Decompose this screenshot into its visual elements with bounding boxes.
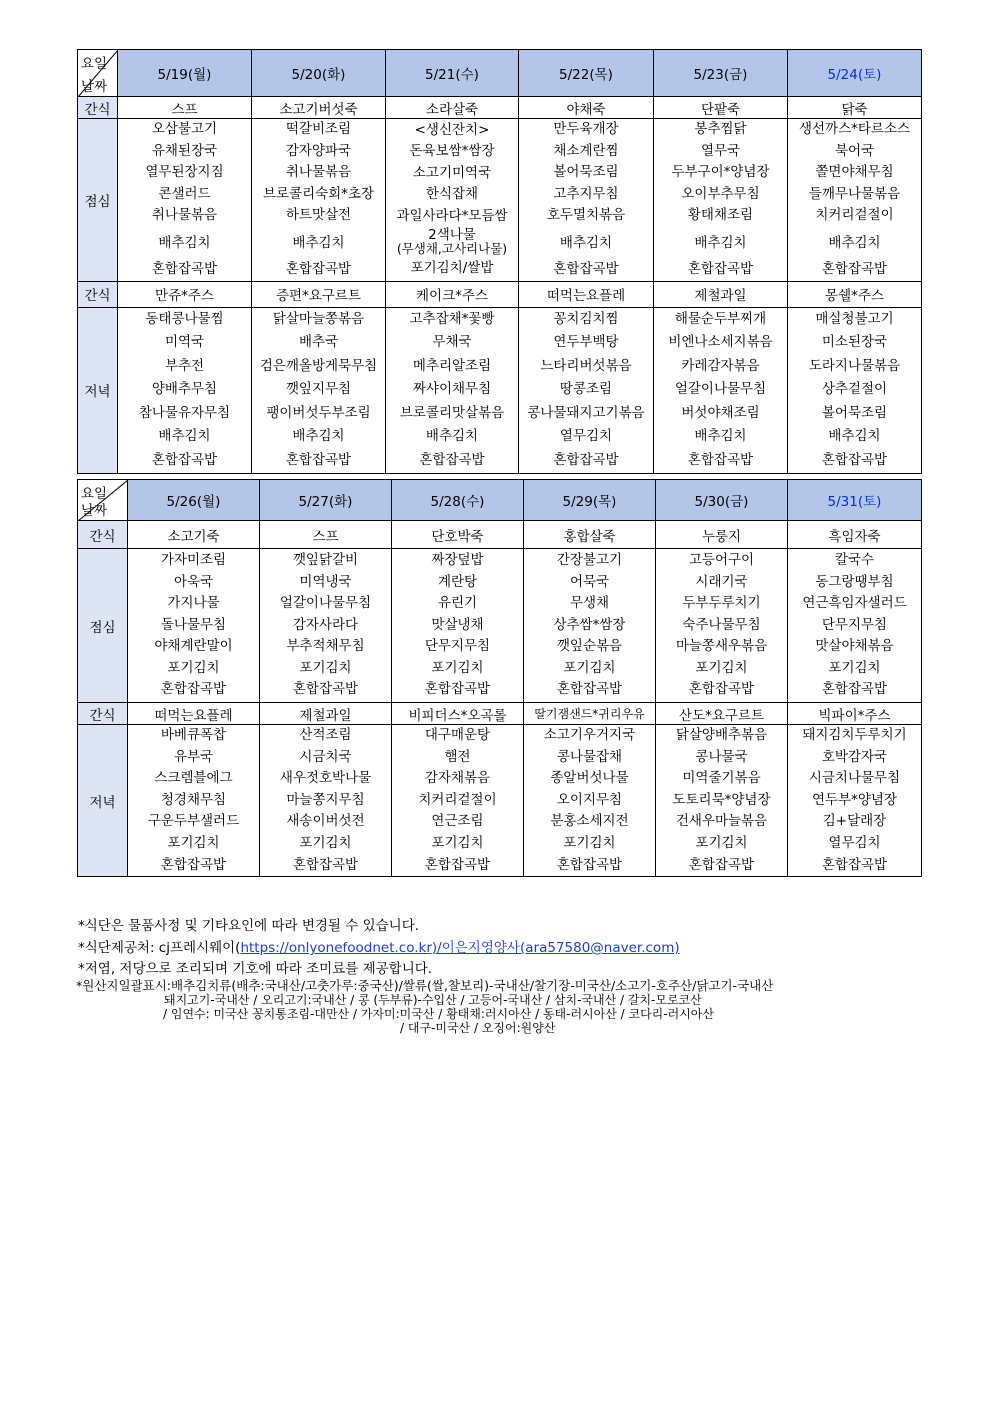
menu-item: 시금치국: [299, 748, 352, 765]
menu-item: 고추잡채*꽃빵: [409, 310, 495, 327]
pm-snack-cell: 떠먹는요플레: [519, 281, 654, 307]
menu-item: 배추김치: [158, 234, 211, 251]
menu-item: 고등어구이: [688, 551, 755, 568]
menu-item: 햄전: [444, 748, 471, 765]
menu-item: 참나물유자무침: [138, 404, 231, 421]
menu-item: 짜장덮밥: [431, 551, 484, 568]
menu-item: 콘샐러드: [158, 185, 211, 202]
meal-label-am-snack: 간식: [78, 521, 128, 549]
date-header: 5/26(월): [128, 480, 260, 521]
menu-item: 해물순두부찌개: [674, 310, 767, 327]
date-header: 5/21(수): [386, 50, 519, 97]
menu-item: 스크렘블에그: [154, 770, 233, 787]
am-snack-cell: 홍합살죽: [524, 521, 656, 549]
origin-line: / 임연수: 미국산 꽁치통조림-대만산 / 가자미:미국산 / 황태채:러시아산 / 동태-러시아산 / 코다리-러시아산: [163, 1007, 714, 1021]
menu-item: 생선까스*타르소스: [798, 121, 911, 137]
meal-label-lunch: 점심: [78, 119, 118, 282]
menu-item: 땅콩조림: [559, 381, 613, 398]
menu-item: 단무지무침: [821, 616, 888, 633]
dinner-cell: [519, 307, 654, 473]
menu-table-week2: [77, 479, 922, 877]
menu-item: 포기김치: [299, 834, 352, 851]
menu-item: 들깨무나물볶음: [808, 185, 901, 202]
menu-item: 포기김치: [299, 659, 352, 676]
pm-snack-cell: 비피더스*오곡롤: [392, 703, 524, 725]
menu-item: 혼합잡곡밥: [821, 451, 888, 468]
dinner-cell: [260, 725, 392, 877]
lunch-cell: [788, 549, 922, 703]
menu-item: 배추김치: [292, 234, 345, 251]
menu-item: 소고기우거지국: [543, 727, 636, 743]
menu-item: 봉추찜닭: [694, 121, 747, 137]
menu-item: 얼갈이나물무침: [674, 381, 767, 398]
menu-item: 쫄면야채무침: [815, 164, 894, 181]
date-header: 5/19(월): [118, 50, 252, 97]
menu-item: 대구매운탕: [424, 727, 491, 743]
menu-table-week1: [77, 49, 922, 474]
menu-item: 유린기: [437, 595, 478, 612]
menu-item: 포기김치: [563, 834, 616, 851]
menu-item: 얼갈이나물무침: [279, 595, 372, 612]
pm-snack-cell: 증편*요구르트: [252, 281, 386, 307]
date-header: 5/29(목): [524, 480, 656, 521]
origin-line: *원산지일괄표시:배추김치류(배추:국내산/고춧가루:중국산)/쌀류(쌀,찰보리)-국내산/찰기장-미국산/소고기-호주산/닭고기-국내산: [76, 978, 774, 993]
corner-date-label: 날짜: [81, 79, 108, 95]
menu-item: 혼합잡곡밥: [553, 260, 619, 277]
menu-item: 혼합잡곡밥: [688, 856, 755, 873]
menu-item: 콩나물잡채: [556, 748, 623, 765]
note-menu-change: *식단은 물품사정 및 기타요인에 따라 변경될 수 있습니다.: [78, 918, 420, 934]
menu-item: 버섯야채조림: [681, 404, 760, 421]
dinner-cell: [524, 725, 656, 877]
am-snack-cell: 흑임자죽: [788, 521, 922, 549]
am-snack-cell: 단팥죽: [654, 97, 788, 119]
menu-item: 상추쌈*쌈장: [553, 616, 626, 633]
menu-item: 아욱국: [173, 573, 214, 590]
menu-item: 취나물볶음: [285, 164, 352, 181]
am-snack-cell: 닭죽: [788, 97, 922, 119]
menu-item: 배추김치: [292, 428, 345, 445]
menu-item: 혼합잡곡밥: [285, 260, 352, 277]
menu-item: 포기김치/쌀밥: [410, 260, 494, 277]
menu-item: 혼합잡곡밥: [556, 681, 623, 698]
menu-item: 포기김치: [167, 834, 220, 851]
menu-item: 미역냉국: [299, 573, 352, 590]
am-snack-cell: 야채죽: [519, 97, 654, 119]
dinner-cell: [386, 307, 519, 473]
am-snack-cell: 누룽지: [656, 521, 788, 549]
menu-item: 연두부백탕: [553, 334, 619, 351]
lunch-cell: [392, 549, 524, 703]
menu-item: 배추김치: [425, 428, 479, 445]
menu-item: 깻잎지무침: [285, 381, 352, 398]
menu-item: 느타리버섯볶음: [540, 357, 632, 374]
menu-item: 동태콩나물찜: [145, 310, 224, 327]
menu-item: 도라지나물볶음: [808, 357, 901, 374]
menu-item: 꽁치김치찜: [553, 310, 619, 327]
menu-item: 맛살야채볶음: [815, 638, 894, 655]
pm-snack-cell: 딸기잼샌드*귀리우유: [524, 703, 656, 725]
menu-item: 열무김치: [828, 834, 881, 851]
meal-label-dinner: 저녁: [78, 307, 118, 473]
am-snack-cell: 단호박죽: [392, 521, 524, 549]
menu-item: 오삼불고기: [151, 121, 218, 137]
lunch-cell: [252, 119, 386, 282]
corner-header: [78, 480, 128, 521]
menu-item: 분홍소세지전: [550, 813, 629, 830]
menu-item: 양배추무침: [151, 381, 218, 398]
menu-item: 건새우마늘볶음: [675, 813, 768, 830]
menu-item: 포기김치: [431, 834, 484, 851]
menu-item: 연두부*양념장: [812, 791, 897, 808]
origin-line: 돼지고기-국내산 / 오리고기:국내산 / 콩 (두부류)-수입산 / 고등어-국내산 / 삼치-국내산 / 갈치-모로코산: [164, 993, 702, 1007]
menu-item: 치커리겉절이: [815, 207, 894, 224]
menu-item: 혼합잡곡밥: [292, 681, 359, 698]
menu-item: 오이부추무침: [681, 185, 760, 202]
menu-item: 계란탕: [437, 573, 478, 590]
dinner-cell: [656, 725, 788, 877]
menu-item: 떡갈비조림: [285, 121, 352, 137]
menu-item: 깻잎순볶음: [556, 638, 623, 655]
menu-item: 포기김치: [695, 834, 748, 851]
menu-item: 부추전: [164, 357, 205, 374]
menu-item: 열무김치: [559, 428, 613, 445]
menu-item: 상추겉절이: [821, 381, 888, 398]
menu-item: 혼합잡곡밥: [160, 856, 227, 873]
menu-item: 팽이버섯두부조림: [266, 404, 371, 421]
menu-item-sub: (무생채,고사리나물): [396, 241, 508, 257]
menu-item: 산적조림: [299, 727, 352, 743]
menu-item: 혼합잡곡밥: [553, 451, 619, 468]
pm-snack-cell: 만쥬*주스: [118, 281, 252, 307]
note-provider: [78, 936, 680, 956]
menu-item: 어묵국: [569, 573, 610, 590]
menu-item: 포기김치: [695, 659, 748, 676]
menu-item: 과일사라다*모듬쌈: [396, 207, 508, 224]
date-header-saturday: 5/31(토): [788, 480, 922, 521]
menu-item: <생신잔치>: [414, 121, 490, 138]
pm-snack-cell: 산도*요구르트: [656, 703, 788, 725]
menu-item: 혼합잡곡밥: [688, 681, 755, 698]
pm-snack-cell: 몽쉘*주스: [788, 281, 922, 307]
menu-item: 혼합잡곡밥: [424, 856, 491, 873]
menu-item: 동그랑땡부침: [815, 573, 894, 590]
meal-label-pm-snack: 간식: [78, 703, 128, 725]
menu-item: 고추지무침: [553, 185, 619, 202]
menu-item: 포기김치: [828, 659, 881, 676]
menu-item: 돈육보쌈*쌈장: [409, 143, 495, 160]
menu-item: 두부구이*양념장: [671, 164, 770, 181]
menu-item: 볼어묵조림: [553, 164, 619, 181]
menu-item: 한식잡채: [425, 186, 479, 203]
menu-item: 포기김치: [431, 659, 484, 676]
menu-item: 바베큐폭찹: [160, 727, 227, 743]
menu-item: 청경채무침: [160, 791, 227, 808]
provider-link[interactable]: https://onlyonefoodnet.co.kr)/이은지영양사(ara57580@naver.com): [240, 940, 680, 956]
menu-item: 혼합잡곡밥: [821, 681, 888, 698]
pm-snack-cell: 떠먹는요플레: [128, 703, 260, 725]
meal-label-pm-snack: 간식: [78, 281, 118, 307]
dinner-cell: [128, 725, 260, 877]
menu-item: 닭살양배추볶음: [675, 727, 768, 743]
menu-item: 호두멸치볶음: [546, 207, 626, 224]
menu-item: 채소계란찜: [553, 142, 619, 159]
menu-item: 비엔나소세지볶음: [668, 334, 773, 351]
menu-item: 브로콜리숙회*초장: [262, 185, 375, 202]
menu-item: 연근조림: [431, 813, 484, 830]
menu-item: 소고기미역국: [412, 164, 492, 181]
menu-item: 가지나물: [167, 595, 220, 612]
menu-item: 두부두루치기: [682, 595, 761, 612]
menu-item: 무생채: [569, 595, 610, 612]
menu-item: 검은깨올방게묵무침: [259, 357, 378, 374]
corner-header: [78, 50, 118, 97]
date-header: 5/23(금): [654, 50, 788, 97]
menu-item: 혼합잡곡밥: [160, 681, 227, 698]
menu-item: 무채국: [432, 334, 472, 351]
menu-item: 열무국: [700, 142, 741, 159]
menu-item: 미역국: [164, 334, 205, 351]
date-header: 5/27(화): [260, 480, 392, 521]
menu-item: 만두육개장: [553, 121, 619, 137]
menu-item: 카레감자볶음: [681, 357, 760, 374]
pm-snack-cell: 제철과일: [654, 281, 788, 307]
menu-item: 혼합잡곡밥: [151, 451, 218, 468]
menu-item: 배추김치: [828, 428, 881, 445]
menu-item: 구운두부샐러드: [147, 813, 240, 830]
menu-item: 시래기국: [695, 573, 748, 590]
dinner-cell: [654, 307, 788, 473]
menu-item: 혼합잡곡밥: [687, 260, 754, 277]
menu-item: 돌나물무침: [160, 616, 227, 633]
date-header-saturday: 5/24(토): [788, 50, 922, 97]
date-header: 5/28(수): [392, 480, 524, 521]
origin-line: / 대구-미국산 / 오징어:원양산: [400, 1021, 556, 1035]
lunch-cell: [519, 119, 654, 282]
date-header: 5/20(화): [252, 50, 386, 97]
menu-item: 콩나물국: [695, 748, 748, 765]
menu-item: 브로콜리맛살볶음: [399, 404, 505, 421]
menu-item: 혼합잡곡밥: [292, 856, 359, 873]
menu-item: 배추김치: [694, 428, 747, 445]
menu-item: 호박감자국: [821, 748, 888, 765]
dinner-cell: [788, 307, 922, 473]
menu-item: 혼합잡곡밥: [821, 260, 888, 277]
lunch-cell: [788, 119, 922, 282]
am-snack-cell: 스프: [260, 521, 392, 549]
pm-snack-cell: 빅파이*주스: [788, 703, 922, 725]
menu-item: 가자미조림: [160, 551, 227, 568]
dinner-cell: [392, 725, 524, 877]
menu-item: 메추리알조림: [412, 357, 492, 374]
menu-item: 혼합잡곡밥: [285, 451, 352, 468]
menu-item: 새송이버섯전: [286, 813, 365, 830]
menu-item: 도토리묵*양념장: [672, 791, 771, 808]
menu-item: 포기김치: [167, 659, 220, 676]
meal-label-lunch: 점심: [78, 549, 128, 703]
menu-item: 하트맛살전: [285, 207, 352, 224]
lunch-cell: [260, 549, 392, 703]
lunch-cell: [118, 119, 252, 282]
menu-item: 야채계란말이: [154, 638, 233, 655]
menu-item: 연근흑임자샐러드: [802, 595, 907, 612]
menu-item: 배추김치: [828, 234, 881, 251]
lunch-cell: [524, 549, 656, 703]
menu-item: 유채된장국: [151, 142, 218, 159]
lunch-cell: [656, 549, 788, 703]
menu-item: 배추김치: [559, 234, 613, 251]
menu-item: 감자채볶음: [424, 770, 491, 787]
menu-item: 시금치나물무침: [808, 770, 901, 787]
menu-item: 포기김치: [563, 659, 616, 676]
menu-item: 배추국: [298, 334, 339, 351]
menu-item: 볼어묵조림: [821, 404, 888, 421]
am-snack-cell: 스프: [118, 97, 252, 119]
menu-item: 감자사라다: [292, 616, 359, 633]
menu-item: 종알버섯나물: [550, 770, 629, 787]
menu-item: 닭살마늘쫑볶음: [272, 310, 365, 327]
menu-item: 새우젓호박나물: [279, 770, 372, 787]
menu-item: 치커리겉절이: [418, 791, 497, 808]
menu-item: 단무지무침: [424, 638, 491, 655]
dinner-cell: [788, 725, 922, 877]
lunch-cell: [386, 119, 519, 282]
corner-date-label: 날짜: [81, 503, 108, 519]
am-snack-cell: 소고기죽: [128, 521, 260, 549]
note-provider-text: *식단제공처: cj프레시웨이(: [78, 940, 241, 956]
menu-item: 숙주나물무침: [682, 616, 761, 633]
menu-item: 취나물볶음: [151, 207, 218, 224]
date-header: 5/30(금): [656, 480, 788, 521]
menu-item: 간장불고기: [556, 551, 623, 568]
menu-item: 마늘쫑지무침: [286, 791, 365, 808]
meal-label-am-snack: 간식: [78, 97, 118, 119]
menu-item: 짜샤이채무침: [412, 381, 492, 398]
menu-item: 혼합잡곡밥: [687, 451, 754, 468]
menu-item: 미소된장국: [821, 334, 888, 351]
menu-item: 김+달래장: [822, 813, 887, 830]
menu-item: 유부국: [173, 748, 214, 765]
menu-item-two-line: [386, 227, 518, 258]
note-low-salt: *저염, 저당으로 조리되며 기호에 따라 조미료를 제공합니다.: [78, 961, 433, 977]
pm-snack-cell: 케이크*주스: [386, 281, 519, 307]
menu-item: 혼합잡곡밥: [556, 856, 623, 873]
menu-item: 맛살냉채: [431, 616, 484, 633]
meal-label-dinner: 저녁: [78, 725, 128, 877]
corner-day-label: 요일: [81, 56, 108, 72]
menu-item: 혼합잡곡밥: [821, 856, 888, 873]
am-snack-cell: 소고기버섯죽: [252, 97, 386, 119]
menu-item: 돼지김치두루치기: [802, 727, 907, 743]
menu-item: 오이지무침: [556, 791, 623, 808]
dinner-cell: [252, 307, 386, 473]
menu-item: 칼국수: [834, 551, 875, 568]
corner-day-label: 요일: [81, 486, 108, 502]
menu-item: 부추적채무침: [286, 638, 365, 655]
menu-item: 배추김치: [694, 234, 747, 251]
am-snack-cell: 소라살죽: [386, 97, 519, 119]
menu-item-main: 2색나물: [428, 227, 476, 244]
menu-item: 열무된장지짐: [145, 164, 224, 181]
menu-item: 매실청불고기: [815, 310, 894, 327]
menu-item: 감자양파국: [285, 142, 352, 159]
dinner-cell: [118, 307, 252, 473]
lunch-cell: [654, 119, 788, 282]
pm-snack-cell: 제철과일: [260, 703, 392, 725]
menu-item: 배추김치: [158, 428, 211, 445]
menu-item: 마늘쫑새우볶음: [675, 638, 768, 655]
menu-item: 미역줄기볶음: [682, 770, 761, 787]
menu-item: 콩나물돼지고기볶음: [527, 404, 645, 421]
date-header: 5/22(목): [519, 50, 654, 97]
menu-item: 깻잎닭갈비: [292, 551, 359, 568]
menu-item: 혼합잡곡밥: [151, 260, 218, 277]
menu-item: 북어국: [834, 142, 875, 159]
menu-item: 혼합잡곡밥: [419, 451, 485, 468]
lunch-cell: [128, 549, 260, 703]
menu-item: 황태채조림: [687, 207, 754, 224]
menu-item: 혼합잡곡밥: [424, 681, 491, 698]
